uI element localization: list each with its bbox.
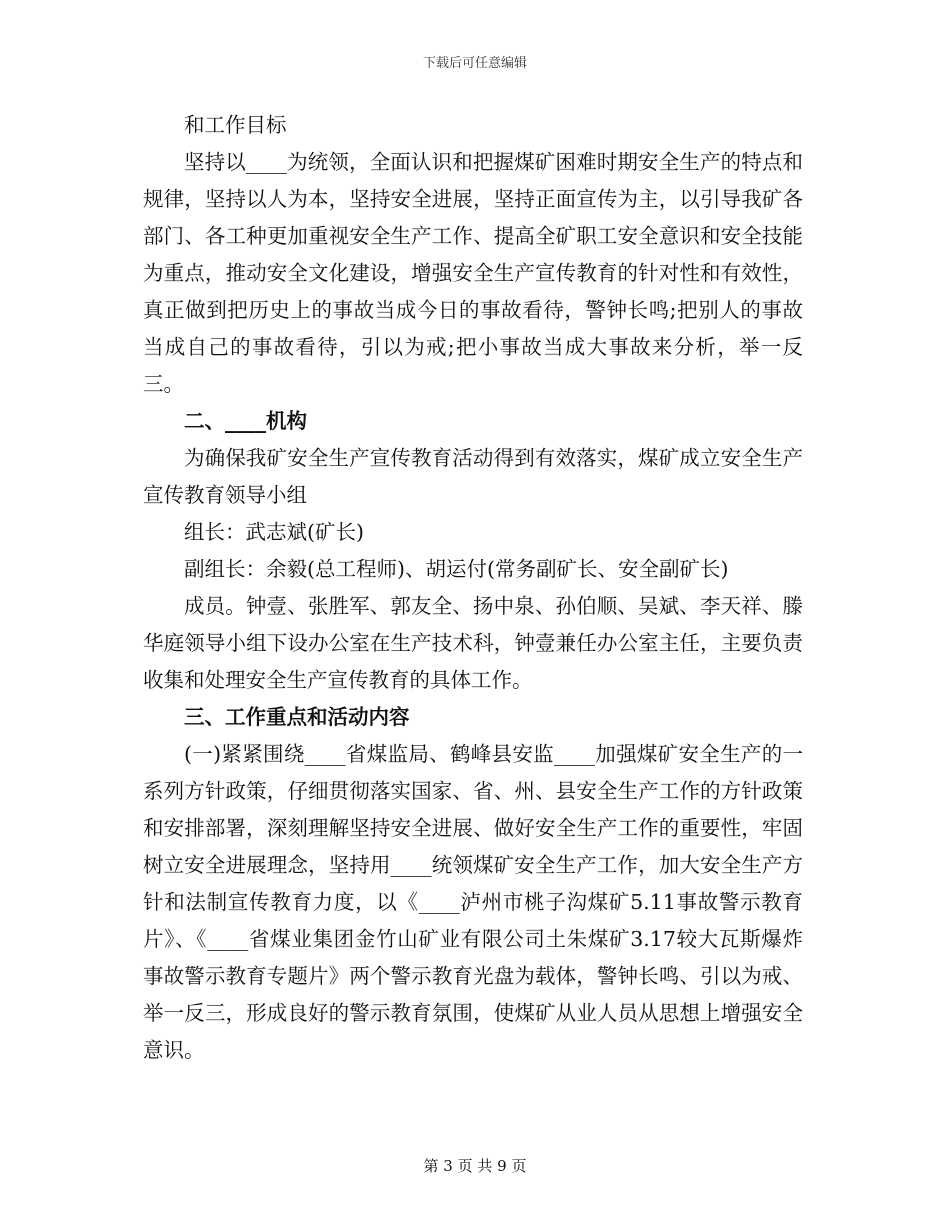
paragraph-goal-tail: 和工作目标 — [184, 113, 287, 137]
document-body — [143, 107, 803, 1069]
paragraph-leading-group: 为确保我矿安全生产宣传教育活动得到有效落实，煤矿成立安全生产宣传教育领导小组 — [143, 446, 803, 507]
paragraph-item-one: (一)紧紧围绕____省煤监局、鹤峰县安监____加强煤矿安全生产的一系列方针政策，仔细贯彻落实国家、省、州、县安全生产工作的方针政策和安排部署，深刻理解坚持安全进展、做好安全生产工作的重要性，牢固树立安全进展理念，坚持用____统领煤矿安全生产工作，加大安全生产方针和法制宣传教育力度，以《____泸州市桃子沟煤矿5.11事故警示教育片》、《____省煤业集团金竹山矿业有限公司土朱煤矿3.17较大瓦斯爆炸事故警示教育专题片》两个警示教育光盘为载体，警钟长鸣、引以为戒、举一反三，形成良好的警示教育氛围，使煤矿从业人员从思想上增强安全意识。 — [143, 742, 803, 1062]
page-header: 下载后可任意编辑 — [422, 56, 527, 71]
paragraph-guiding-principle: 坚持以____为统领，全面认识和把握煤矿困难时期安全生产的特点和规律，坚持以人为本，坚持安全进展，坚持正面宣传为主，以引导我矿各部门、各工种更加重视安全生产工作、提高全矿职工安全意识和安全技能为重点，推动安全文化建设，增强安全生产宣传教育的针对性和有效性，真正做到把历史上的事故当成今日的事故看待，警钟长鸣;把别人的事故当成自己的事故看待，引以为戒;把小事故当成大事故来分析，举一反三。 — [143, 150, 803, 396]
section-heading-key-work: 三、工作重点和活动内容 — [184, 705, 410, 729]
paragraph-group-leader: 组长：武志斌(矿长) — [184, 520, 364, 544]
paragraph-members: 成员。钟壹、张胜军、郭友全、扬中泉、孙伯顺、吴斌、李天祥、滕华庭领导小组下设办公室在生产技术科，钟壹兼任办公室主任，主要负责收集和处理安全生产宣传教育的具体工作。 — [143, 594, 803, 692]
paragraph-deputy-leader: 副组长：余毅(总工程师)、胡运付(常务副矿长、安全副矿长) — [184, 557, 729, 581]
page-number: 第 3 页 共 9 页 — [423, 1157, 527, 1175]
section-heading-organization: 二、____机构 — [184, 409, 307, 433]
